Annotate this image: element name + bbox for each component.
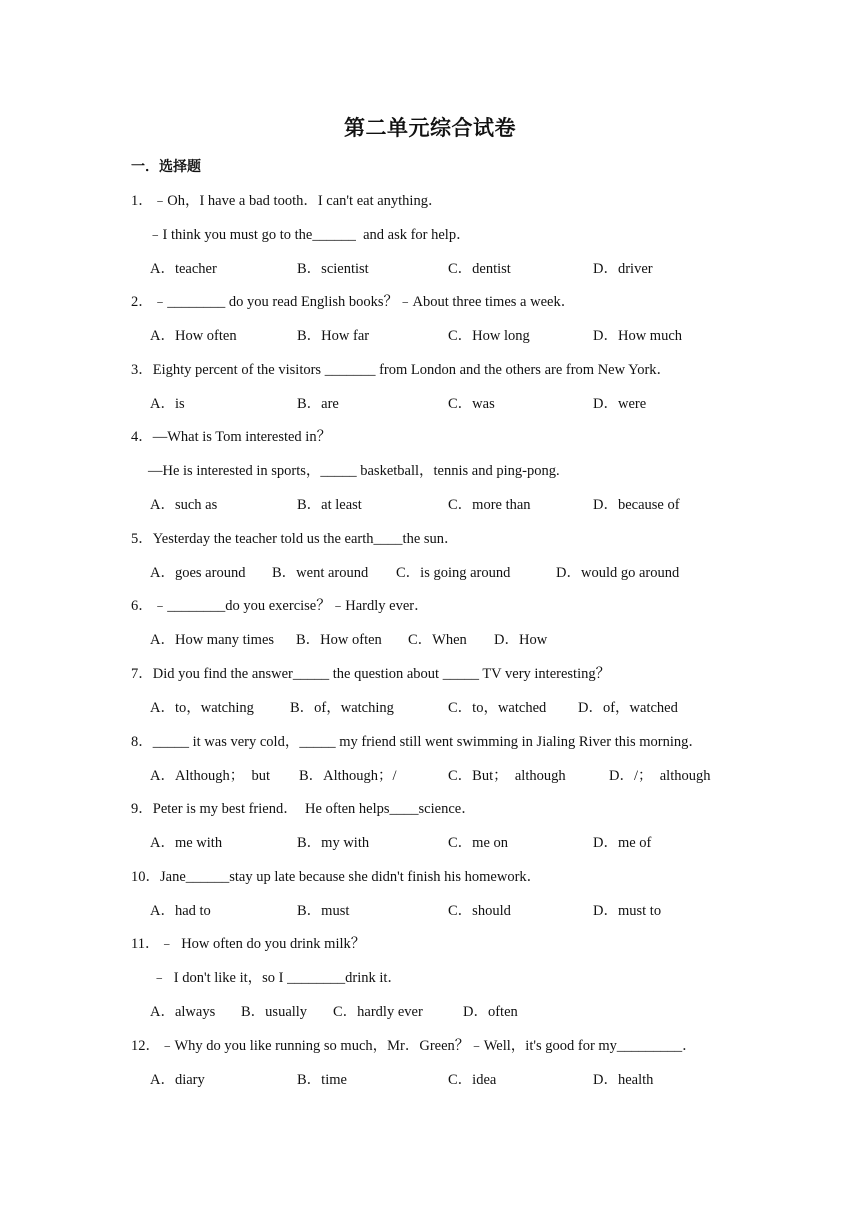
answer-option-b: B．time — [297, 1072, 347, 1088]
answer-option-a: A．to，watching — [150, 700, 254, 716]
question-dialogue-line: —He is interested in sports，_____ basketball，tennis and ping-pong. — [148, 463, 560, 479]
question-stem: 8．_____ it was very cold，_____ my friend still went swimming in Jialing River this morning． — [131, 734, 703, 750]
answer-option-b: B．How far — [297, 328, 370, 344]
answer-option-b: B．usually — [241, 1004, 308, 1020]
question-dialogue-line: ﹣I think you must go to the______ and ask for help． — [148, 227, 471, 243]
answer-option-c: C．should — [448, 903, 511, 919]
answer-option-c: C．How long — [448, 328, 530, 344]
answer-option-d: D．How much — [593, 328, 683, 344]
answer-option-a: A．always — [150, 1004, 216, 1020]
answer-option-a: A．Although； but — [150, 768, 271, 784]
answer-option-a: A．diary — [150, 1072, 205, 1088]
answer-option-c: C．more than — [448, 497, 531, 513]
question-stem: 3．Eighty percent of the visitors _______ from London and the others are from New York． — [131, 362, 672, 378]
answer-option-b: B．my with — [297, 835, 370, 851]
question-stem: 10．Jane______stay up late because she didn't finish his homework． — [131, 869, 542, 885]
question-stem: 9．Peter is my best friend． He often helps____science． — [131, 801, 476, 817]
answer-option-b: B．scientist — [297, 261, 369, 277]
answer-option-c: C．idea — [448, 1072, 497, 1088]
question-stem: 12．﹣Why do you like running so much，Mr．Green？﹣Well，it's good for my_________． — [131, 1038, 697, 1054]
answer-option-d: D．of，watched — [578, 700, 678, 716]
answer-option-a: A．such as — [150, 497, 218, 513]
answer-option-c: C．me on — [448, 835, 509, 851]
answer-option-c: C．dentist — [448, 261, 511, 277]
answer-option-b: B．went around — [272, 565, 369, 581]
answer-option-d: D．because of — [593, 497, 680, 513]
answer-option-a: A．How often — [150, 328, 237, 344]
answer-option-d: D．/； although — [609, 768, 711, 784]
answer-option-c: C．hardly ever — [333, 1004, 423, 1020]
answer-option-b: B．Although；/ — [299, 768, 397, 784]
answer-option-b: B．How often — [296, 632, 382, 648]
question-dialogue-line: ﹣ I don't like it，so I ________drink it． — [152, 970, 402, 986]
answer-option-c: C．is going around — [396, 565, 511, 581]
answer-option-a: A．me with — [150, 835, 223, 851]
answer-option-d: D．driver — [593, 261, 653, 277]
answer-option-d: D．would go around — [556, 565, 680, 581]
question-stem: 6．﹣________do you exercise？﹣Hardly ever． — [131, 598, 429, 614]
answer-option-a: A．goes around — [150, 565, 246, 581]
question-stem: 7．Did you find the answer_____ the question about _____ TV very interesting？ — [131, 666, 611, 682]
section-heading: 一．选择题 — [131, 159, 201, 175]
answer-option-d: D．health — [593, 1072, 654, 1088]
question-stem: 5．Yesterday the teacher told us the earth____the sun． — [131, 531, 459, 547]
answer-option-b: B．are — [297, 396, 339, 412]
question-stem: 2．﹣________ do you read English books？﹣About three times a week． — [131, 294, 576, 310]
question-stem: 11．﹣ How often do you drink milk？ — [131, 936, 366, 952]
answer-option-c: C．was — [448, 396, 495, 412]
answer-option-b: B．must — [297, 903, 350, 919]
answer-option-a: A．had to — [150, 903, 211, 919]
answer-option-d: D．were — [593, 396, 647, 412]
answer-option-d: D．me of — [593, 835, 652, 851]
answer-option-a: A．How many times — [150, 632, 275, 648]
answer-option-b: B．at least — [297, 497, 362, 513]
answer-option-c: C．When — [408, 632, 467, 648]
answer-option-a: A．is — [150, 396, 185, 412]
answer-option-d: D．often — [463, 1004, 518, 1020]
answer-option-a: A．teacher — [150, 261, 217, 277]
answer-option-b: B．of，watching — [290, 700, 394, 716]
answer-option-c: C．But； although — [448, 768, 566, 784]
answer-option-d: D．must to — [593, 903, 662, 919]
page-title: 第二单元综合试卷 — [344, 116, 516, 140]
answer-option-c: C．to，watched — [448, 700, 547, 716]
question-stem: 4．—What is Tom interested in？ — [131, 429, 332, 445]
answer-option-d: D．How — [494, 632, 548, 648]
question-stem: 1．﹣Oh，I have a bad tooth．I can't eat anything． — [131, 193, 443, 209]
